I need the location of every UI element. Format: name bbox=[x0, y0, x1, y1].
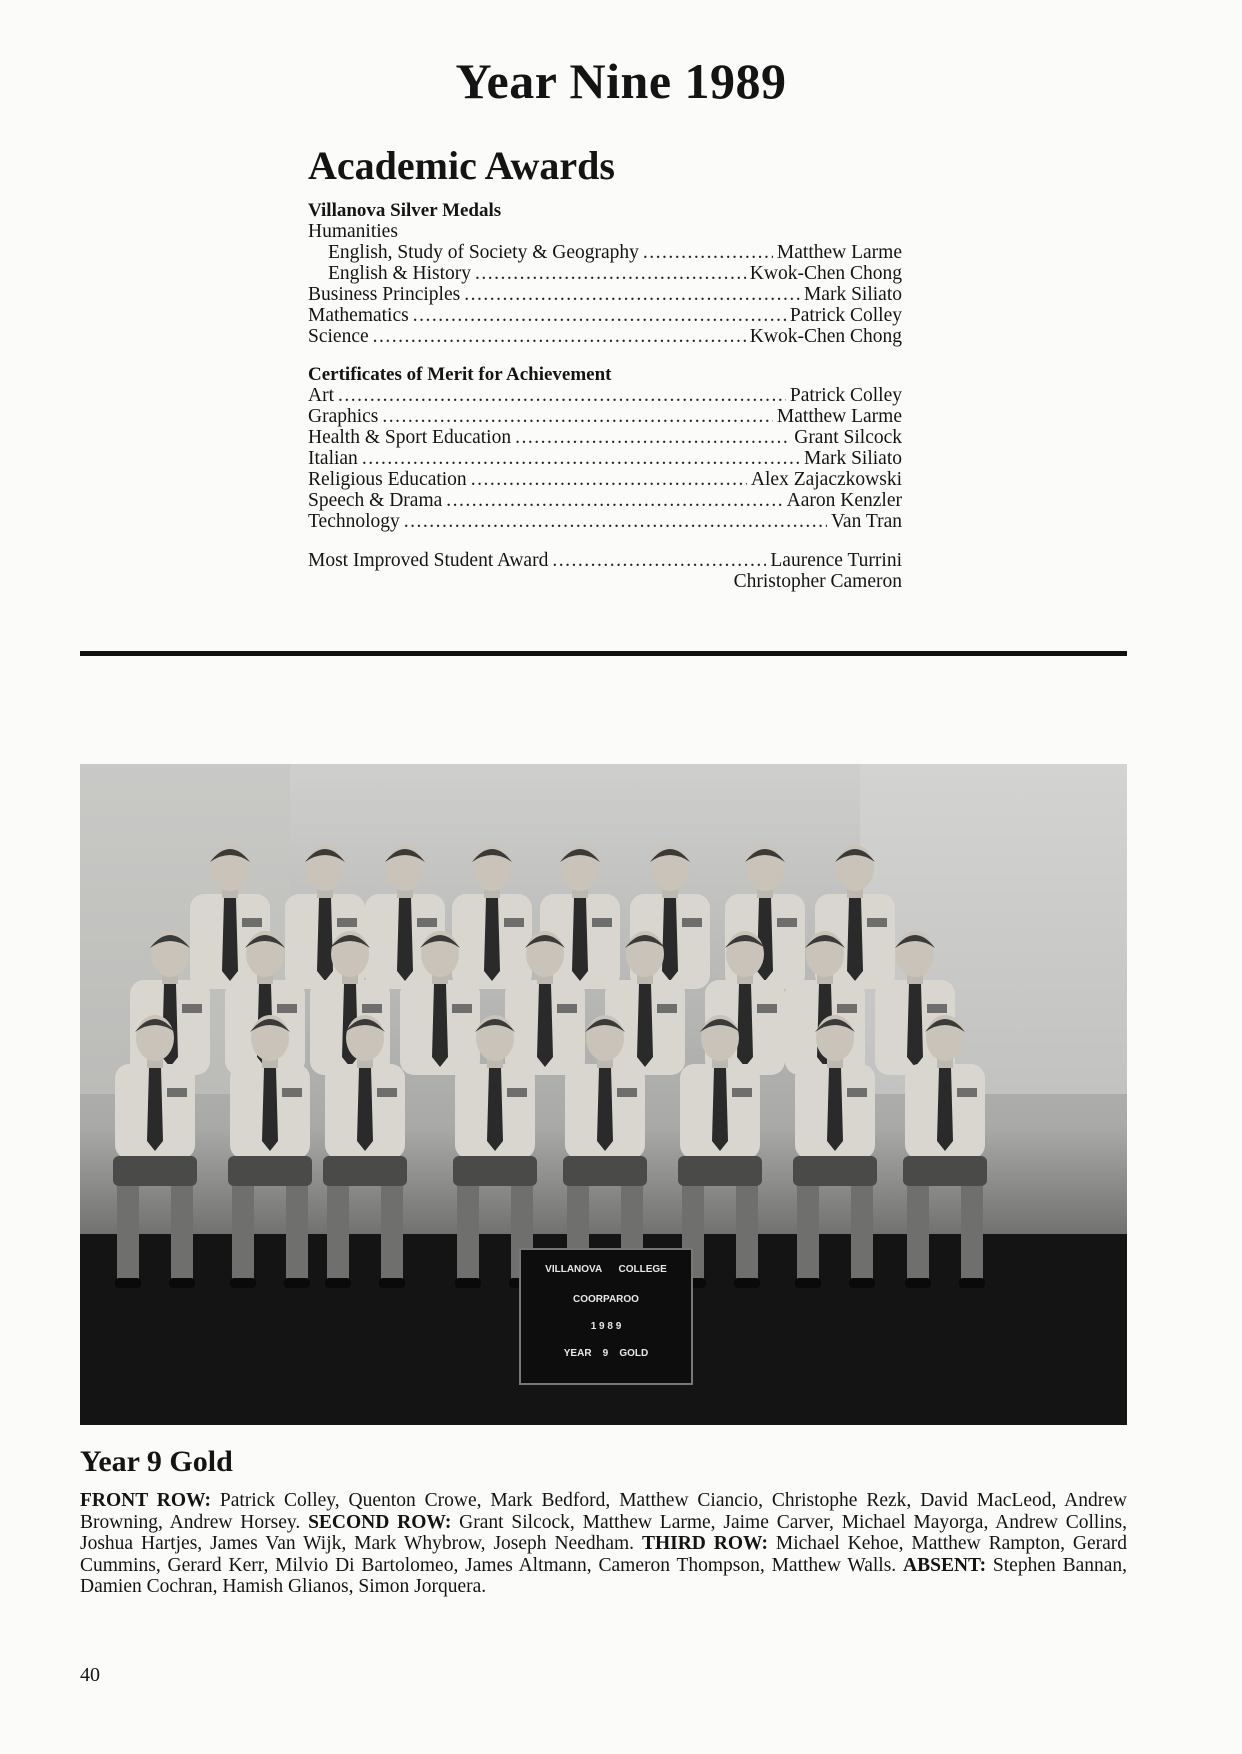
award-recipient: Kwok-Chen Chong bbox=[749, 263, 902, 284]
award-recipient: Aaron Kenzler bbox=[786, 490, 902, 511]
leader-dots bbox=[643, 242, 773, 263]
award-row bbox=[308, 448, 902, 469]
award-subject: Science bbox=[308, 326, 369, 347]
award-row bbox=[308, 242, 902, 263]
certificates-heading: Certificates of Merit for Achievement bbox=[308, 364, 612, 385]
leader-dots bbox=[552, 550, 766, 571]
award-row bbox=[308, 385, 902, 406]
class-photo-illustration bbox=[80, 764, 1127, 1425]
most-improved-block bbox=[308, 550, 902, 592]
leader-dots bbox=[382, 406, 773, 427]
award-recipient: Mark Siliato bbox=[803, 284, 902, 305]
award-row bbox=[308, 490, 902, 511]
award-subject: Art bbox=[308, 385, 334, 406]
award-recipient: Matthew Larme bbox=[776, 242, 902, 263]
award-recipient: Matthew Larme bbox=[776, 406, 902, 427]
award-subject: Mathematics bbox=[308, 305, 409, 326]
award-subject: Italian bbox=[308, 448, 358, 469]
section-divider bbox=[80, 651, 1127, 656]
leader-dots bbox=[404, 511, 827, 532]
award-subject: English, Study of Society & Geography bbox=[328, 242, 639, 263]
class-name-board bbox=[520, 1249, 692, 1384]
silver-medals-block bbox=[308, 200, 902, 347]
award-subject: Health & Sport Education bbox=[308, 427, 512, 448]
board-line-4: YEAR 9 GOLD bbox=[563, 1348, 649, 1359]
humanities-subheading: Humanities bbox=[308, 221, 398, 242]
leader-dots bbox=[464, 284, 800, 305]
award-row bbox=[308, 284, 902, 305]
caption-label-front: FRONT ROW: bbox=[80, 1490, 211, 1511]
board-line-3: 1 9 8 9 bbox=[590, 1321, 622, 1332]
leader-dots bbox=[362, 448, 800, 469]
award-row bbox=[308, 550, 902, 571]
award-row bbox=[308, 511, 902, 532]
award-recipient-second: Christopher Cameron bbox=[733, 571, 902, 592]
leader-dots bbox=[373, 326, 746, 347]
award-row bbox=[308, 326, 902, 347]
class-photo bbox=[80, 764, 1127, 1425]
silver-medals-heading: Villanova Silver Medals bbox=[308, 200, 502, 221]
leader-dots bbox=[446, 490, 782, 511]
section-title: Academic Awards bbox=[308, 143, 615, 188]
award-subject: Technology bbox=[308, 511, 400, 532]
caption-label-third: THIRD ROW: bbox=[641, 1533, 768, 1554]
award-row bbox=[308, 427, 902, 448]
award-recipient: Patrick Colley bbox=[789, 305, 902, 326]
award-row bbox=[308, 263, 902, 284]
caption-label-second: SECOND ROW: bbox=[308, 1511, 452, 1533]
award-recipient: Laurence Turrini bbox=[770, 550, 902, 571]
caption-label-absent: ABSENT: bbox=[903, 1554, 987, 1576]
award-row bbox=[308, 305, 902, 326]
award-subject: Most Improved Student Award bbox=[308, 550, 549, 571]
page-title: Year Nine 1989 bbox=[455, 53, 787, 109]
photo-heading: Year 9 Gold bbox=[80, 1445, 233, 1478]
leader-dots bbox=[515, 427, 790, 448]
award-recipient: Alex Zajaczkowski bbox=[750, 469, 902, 490]
caption-names-third: Michael Kehoe, Matthew Rampton, Gerard Cummins, Gerard Kerr, Milvio Di Bartolomeo, James Altmann, Cameron Thompson, Matthew Walls. bbox=[80, 1533, 1127, 1576]
caption-names-absent: Stephen Bannan, Damien Cochran, Hamish Glianos, Simon Jorquera. bbox=[80, 1554, 1128, 1597]
award-subject: Graphics bbox=[308, 406, 379, 427]
award-recipient: Kwok-Chen Chong bbox=[749, 326, 902, 347]
leader-dots bbox=[475, 263, 746, 284]
leader-dots bbox=[471, 469, 747, 490]
award-row bbox=[308, 469, 902, 490]
award-subject: English & History bbox=[328, 263, 472, 284]
board-line-2: COORPAROO bbox=[573, 1294, 639, 1305]
award-recipient: Grant Silcock bbox=[794, 427, 902, 448]
board-line-1: VILLANOVA COLLEGE bbox=[545, 1264, 667, 1275]
award-recipient: Patrick Colley bbox=[789, 385, 902, 406]
caption-names-front: Patrick Colley, Quenton Crowe, Mark Bedford, Matthew Ciancio, Christophe Rezk, David MacLeod, Andrew Browning, Andrew Horsey. bbox=[80, 1490, 1127, 1533]
certificates-block bbox=[308, 364, 902, 532]
leader-dots bbox=[338, 385, 786, 406]
award-subject: Business Principles bbox=[308, 284, 461, 305]
award-recipient: Mark Siliato bbox=[803, 448, 902, 469]
leader-dots bbox=[413, 305, 786, 326]
award-recipient: Van Tran bbox=[831, 511, 902, 532]
award-subject: Religious Education bbox=[308, 469, 467, 490]
photo-caption bbox=[80, 1490, 1127, 1598]
award-row bbox=[308, 406, 902, 427]
caption-names-second: Grant Silcock, Matthew Larme, Jaime Carver, Michael Mayorga, Andrew Collins, Joshua Hartjes, James Van Wijk, Mark Whybrow, Joseph Needham. bbox=[80, 1511, 1127, 1554]
page-number: 40 bbox=[80, 1664, 100, 1686]
award-subject: Speech & Drama bbox=[308, 490, 443, 511]
